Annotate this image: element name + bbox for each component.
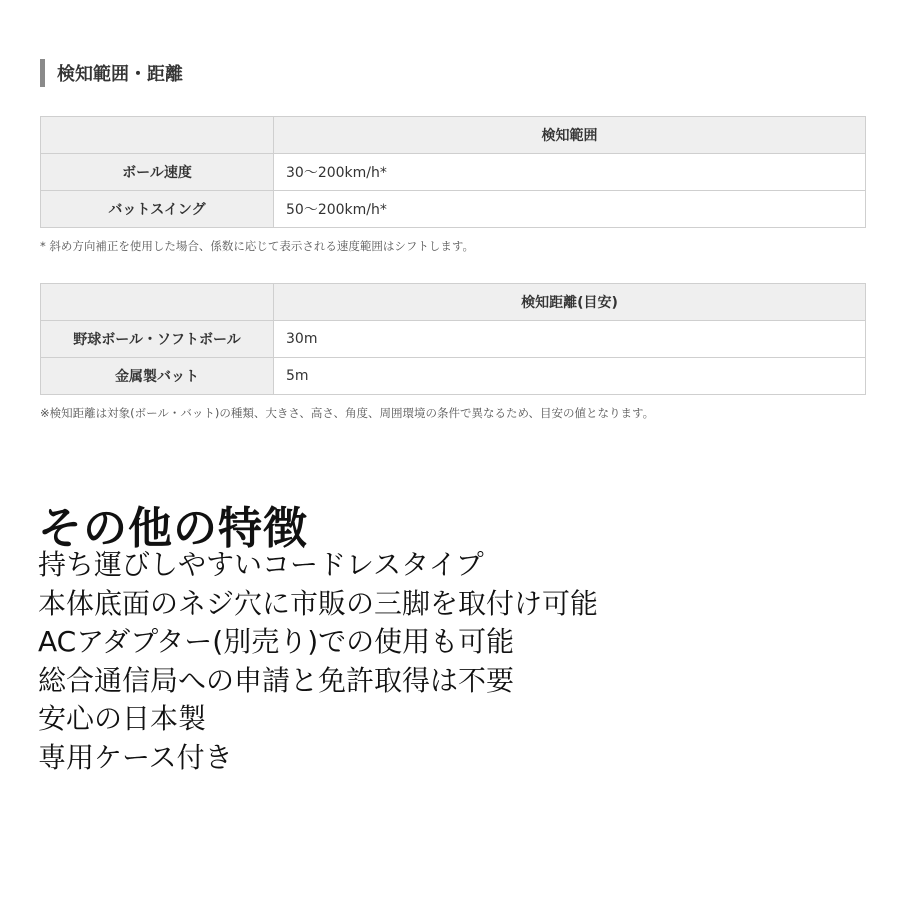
detection-range-table [40,116,866,228]
table-row [41,358,866,395]
table-corner-cell [41,284,274,321]
features-list [38,546,598,777]
table-corner-cell [41,117,274,154]
table-header-row [41,117,866,154]
speed-range-footnote: * 斜め方向補正を使用した場合、係数に応じて表示される速度範囲はシフトします。 [40,239,474,253]
row-value: 50〜200km/h* [274,191,866,228]
detection-distance-table [40,283,866,395]
feature-item: 安心の日本製 [38,702,207,735]
row-value: 30m [274,321,866,358]
feature-item: 本体底面のネジ穴に市販の三脚を取付け可能 [38,586,599,620]
table-column-header: 検知範囲 [274,117,866,154]
row-label: ボール速度 [41,154,274,191]
feature-item: 専用ケース付き [38,740,233,774]
row-label: バットスイング [41,191,274,228]
table-row [41,154,866,191]
table-column-header: 検知距離(目安) [274,284,866,321]
features-title: その他の特徴 [38,503,308,554]
table-row [41,321,866,358]
distance-footnote: ※検知距離は対象(ボール・バット)の種類、大きさ、高さ、角度、周囲環境の条件で異なるため、目安の値となります。 [40,406,655,420]
table-header-row [41,284,866,321]
row-label: 野球ボール・ソフトボール [41,321,274,358]
feature-item: 持ち運びしやすいコードレスタイプ [38,548,484,581]
section-heading [40,58,183,88]
section-title: 検知範囲・距離 [57,64,183,85]
feature-item: 総合通信局への申請と免許取得は不要 [38,663,515,697]
heading-accent-bar [40,59,45,87]
row-value: 30〜200km/h* [274,154,866,191]
row-value: 5m [274,358,866,395]
table-row [41,191,866,228]
row-label: 金属製バット [41,358,274,395]
feature-item: ACアダプター(別売り)での使用も可能 [38,625,515,658]
